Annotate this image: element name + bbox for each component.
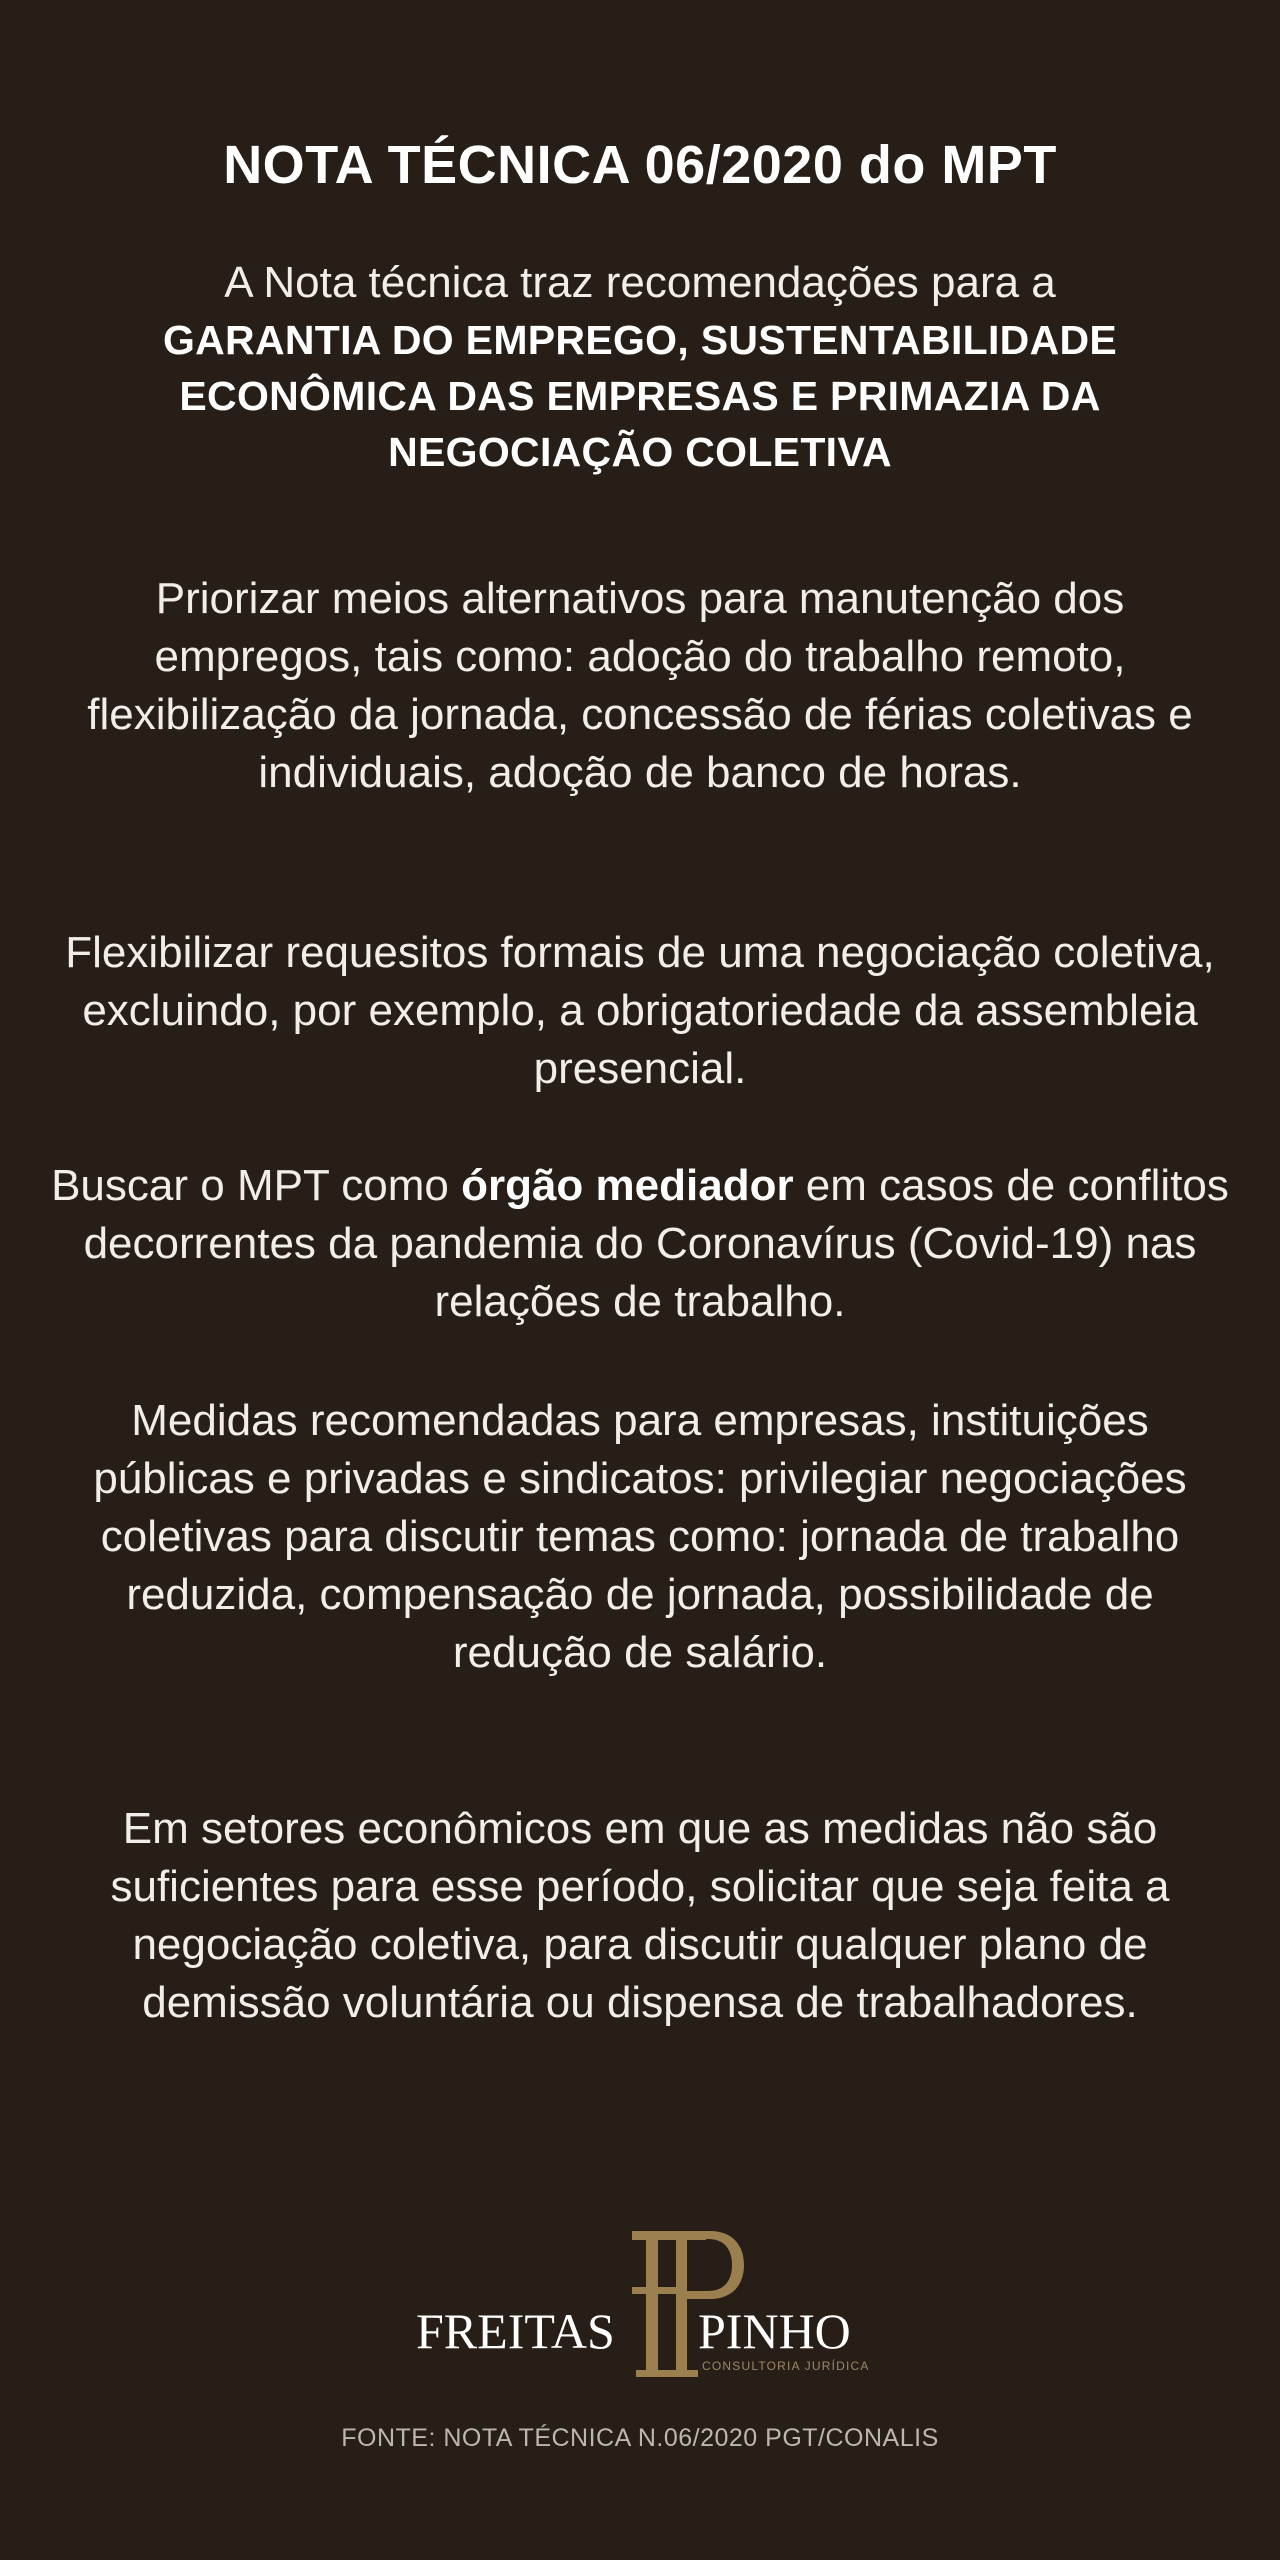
paragraph-5: Em setores econômicos em que as medidas não são suficientes para esse período, solicitar que seja feita a negociação coletiva, para discutir qualquer plano de demissão voluntária ou dispensa de trabalhadores. <box>110 1804 1170 2027</box>
intro-emphasis-line-1: GARANTIA DO EMPREGO, SUSTENTABILIDADE <box>162 317 1118 363</box>
page-title: NOTA TÉCNICA 06/2020 do MPT <box>223 135 1057 195</box>
intro-lead: A Nota técnica traz recomendações para a <box>224 258 1056 307</box>
paragraph-3-text-start: Buscar o MPT como <box>51 1161 462 1210</box>
paragraph-1: Priorizar meios alternativos para manutenção dos empregos, tais como: adoção do trabalho remoto, flexibilização da jornada, concessão de férias coletivas e individuais, adoção de banco de horas. <box>87 574 1193 797</box>
intro-emphasis-line-3: NEGOCIAÇÃO COLETIVA <box>388 429 892 475</box>
paragraph-3-bold: órgão mediador <box>461 1161 794 1210</box>
logo-word-freitas: FREITAS <box>416 2303 615 2359</box>
paragraph-3 <box>50 1157 1230 1331</box>
intro-emphasis-line-2: ECONÔMICA DAS EMPRESAS E PRIMAZIA DA <box>179 373 1101 419</box>
intro-block <box>60 254 1220 480</box>
source-note: FONTE: NOTA TÉCNICA N.06/2020 PGT/CONALIS <box>341 2424 939 2452</box>
paragraph-4: Medidas recomendadas para empresas, instituições públicas e privadas e sindicatos: privilegiar negociações coletivas para discutir temas como: jornada de trabalho reduzida, compensação de jornada, possibilidade de redução de salário. <box>93 1396 1187 1677</box>
paragraph-2: Flexibilizar requesitos formais de uma negociação coletiva, excluindo, por exemplo, a obrigatoriedade da assembleia presencial. <box>65 928 1215 1093</box>
logo-word-pinho: PINHO <box>698 2303 851 2359</box>
freitas-pinho-logo <box>410 2225 880 2385</box>
logo-subtitle: CONSULTORIA JURÍDICA <box>702 2359 870 2373</box>
paragraph-3-text-end: em casos de conflitos decorrentes da pandemia do Coronavírus (Covid-19) nas relações de trabalho. <box>83 1161 1229 1326</box>
